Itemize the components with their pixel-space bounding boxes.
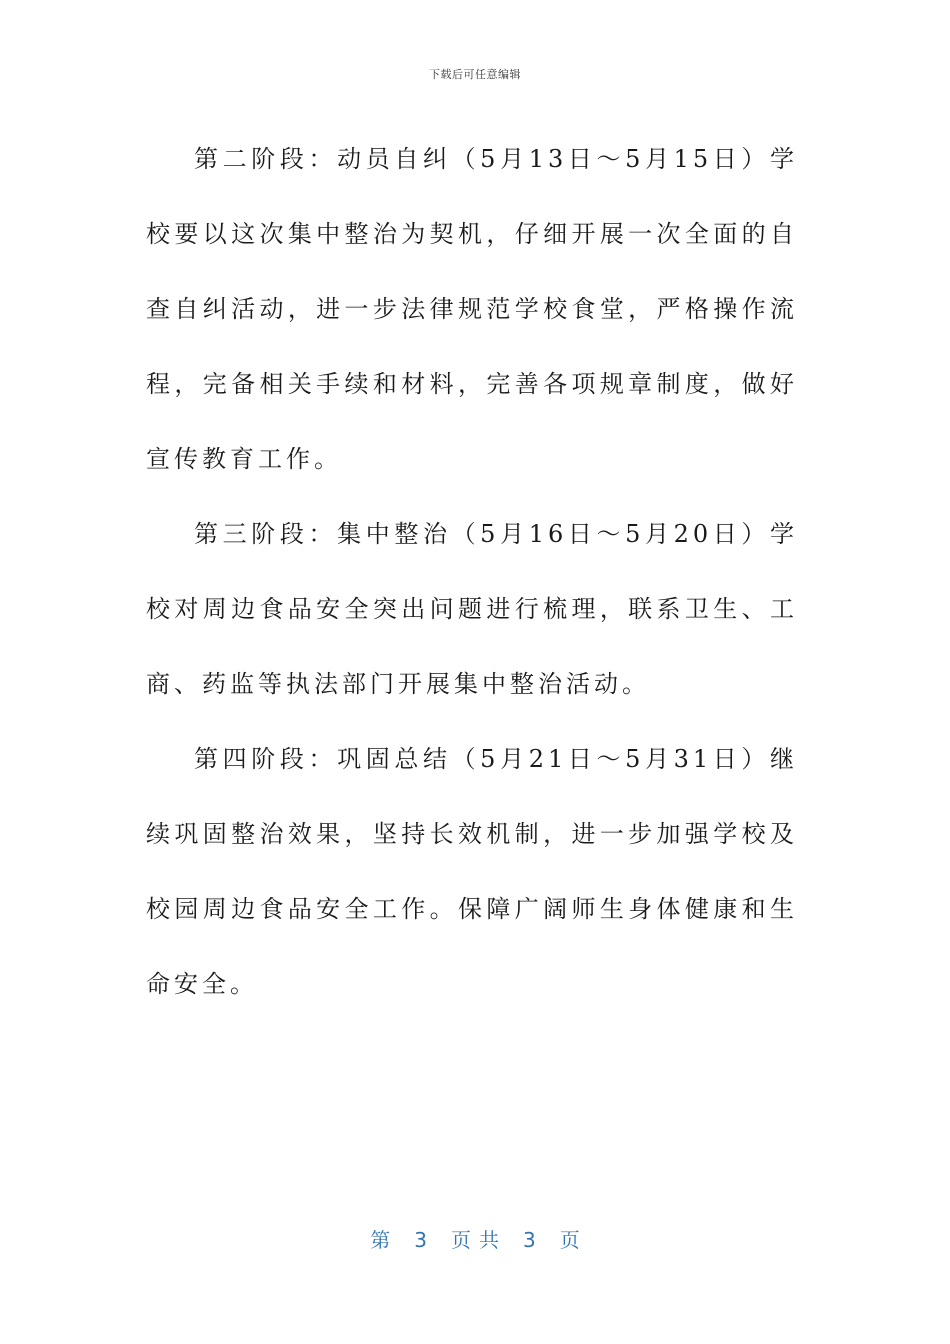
download-edit-note: 下载后可任意编辑 [429,68,521,81]
document-body [146,122,798,1022]
page-footer [0,1224,950,1253]
paragraph-stage-three: 第三阶段：集中整治（5月16日～5月20日）学校对周边食品安全突出问题进行梳理，联系卫生、工商、药监等执法部门开展集中整治活动。 [146,520,798,698]
paragraph-stage-four: 第四阶段：巩固总结（5月21日～5月31日）继续巩固整治效果，坚持长效机制，进一步加强学校及校园周边食品安全工作。保障广阔师生身体健康和生命安全。 [146,745,798,998]
total-page-count: 3 [523,1228,536,1252]
total-prefix: 共 [479,1228,499,1252]
current-page-number: 3 [414,1228,427,1252]
total-suffix: 页 [559,1228,580,1252]
page-prefix: 第 [370,1228,391,1252]
page-word: 页 [451,1228,471,1252]
paragraph-stage-two: 第二阶段：动员自纠（5月13日～5月15日）学校要以这次集中整治为契机，仔细开展一次全面的自查自纠活动，进一步法律规范学校食堂，严格操作流程，完备相关手续和材料，完善各项规章制度，做好宣传教育工作。 [146,145,798,473]
